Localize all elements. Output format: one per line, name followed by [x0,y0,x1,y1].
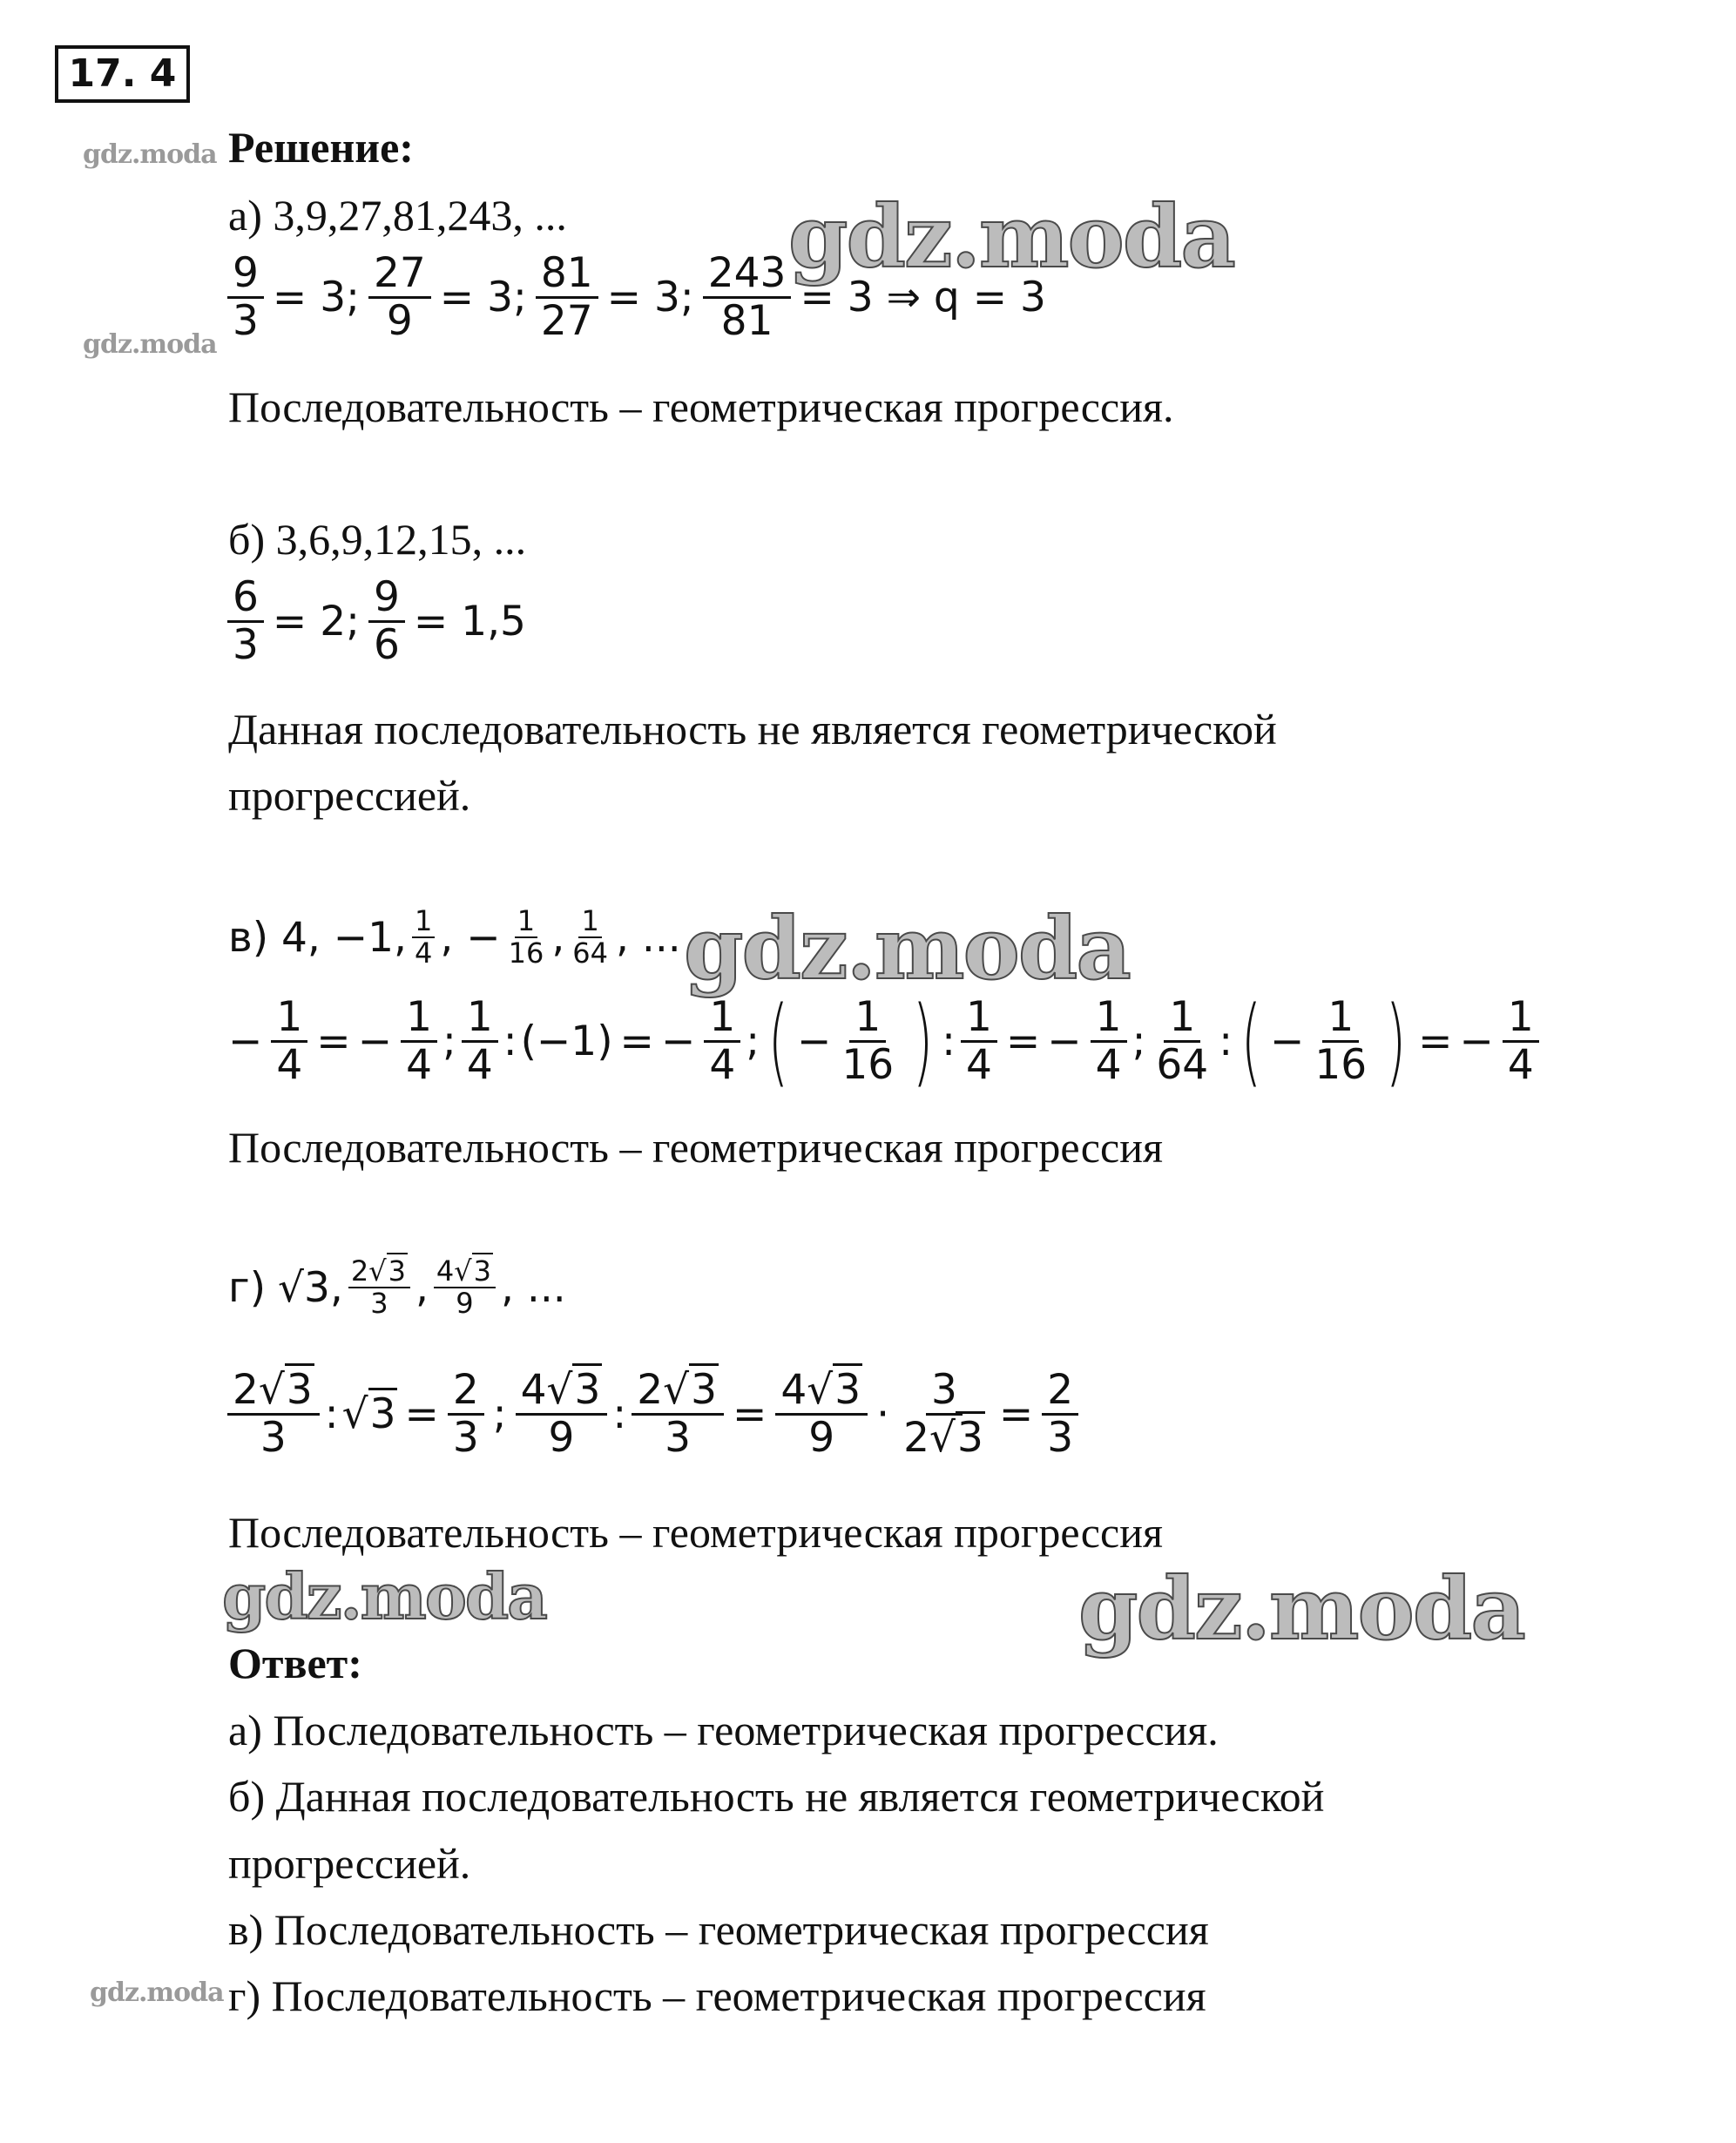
part-d-calc-frac-7: $\frac{2}{3}$ [1042,1368,1078,1460]
part-a-fraction-4: $\frac{243}{81}$ [703,251,792,343]
watermark-large-1: gdz.moda [788,187,1234,287]
part-b-conclusion-line-2: прогрессией. [228,771,471,820]
part-d-tail: , ... [501,1263,566,1312]
part-a-fraction-3: $\frac{81}{27}$ [536,251,598,343]
part-b-fraction-2: $\frac{9}{6}$ [368,575,405,667]
answer-heading: Ответ: [228,1639,362,1687]
answer-b-line-2: прогрессией. [228,1839,471,1888]
part-d-calc-frac-6: $\frac{3}{2√3}$ [903,1366,983,1462]
part-c-calc-frac-1: $\frac{1}{4}$ [271,995,307,1087]
part-d-seq-fraction-2: 4√3 9 [434,1256,496,1319]
part-d-conclusion: Последовательность – геометрическая прогрессия [228,1508,1163,1557]
part-b-result-1: = 2; [272,597,360,646]
watermark-small-2: gdz.moda [83,329,217,360]
answer-c: в) Последовательность – геометрическая прогрессия [228,1905,1209,1954]
part-a-fraction-1: $\frac{9}{3}$ [227,251,264,343]
part-a-result-3: = 3; [606,273,694,321]
part-a-result-2: = 3; [439,273,527,321]
part-c-sep-1: , − [440,913,501,962]
part-d-calc-frac-1: 2√3 3 [227,1368,320,1460]
problem-number: 17. 4 [55,45,190,103]
part-c-calc-frac-10: $\frac{1}{4}$ [1503,995,1539,1087]
part-c-label: в) 4, −1, [228,913,407,962]
watermark-small-1: gdz.moda [83,139,217,170]
part-a-result-4: = 3 ⇒ q = 3 [800,273,1046,321]
part-d-calc-frac-3: 4√3 9 [516,1368,608,1460]
part-c-calc-frac-4: $\frac{1}{4}$ [704,995,740,1087]
part-d-sequence: г) √3 , 2√3 3 , 4√3 9 , ... [228,1254,566,1321]
answer-b-line-1: б) Данная последовательность не является геометрической [228,1772,1325,1821]
part-c-calc-frac-7: $\frac{1}{4}$ [1091,995,1127,1087]
part-c-calc-frac-6: $\frac{1}{4}$ [961,995,997,1087]
answer-d: г) Последовательность – геометрическая прогрессия [228,1971,1206,2020]
part-a-fraction-2: $\frac{27}{9}$ [368,251,431,343]
part-b-sequence: б) 3,6,9,12,15, ... [228,515,527,564]
part-c-calculation: − $\frac{1}{4}$ = − $\frac{1}{4}$ ; 1 4 : (−1) = − $\frac{1}{4}$ ; ( − $\frac{1}{16}$ ) : $\frac{1}{4}$ = − $\frac{1}{4}$ ; 1 64 : ( − $\frac{1}{16}$ ) = − $\frac{1}{4}$ [225,993,1544,1089]
watermark-large-2: gdz.moda [684,899,1130,999]
answer-a: а) Последовательность – геометрическая прогрессия. [228,1706,1219,1754]
part-c-tail: , ... [616,913,681,962]
part-c-seq-fraction-2: $\frac{1}{16}$ [508,904,544,970]
part-d-label: г) [228,1263,267,1312]
part-c-conclusion: Последовательность – геометрическая прогрессия [228,1123,1163,1172]
part-c-calc-frac-9: $\frac{1}{16}$ [1314,992,1368,1089]
part-c-seq-fraction-3: 1 64 [572,904,608,970]
part-c-sep-2: , [551,913,565,962]
part-c-calc-frac-2: $\frac{1}{4}$ [401,995,437,1087]
part-c-calc-frac-8: 1 64 [1156,992,1209,1089]
part-a-sequence [228,190,567,240]
part-c-seq-fraction-1: 1 4 [412,906,435,969]
part-a-ratios [222,251,1050,343]
part-d-calc-frac-2: $\frac{2}{3}$ [448,1368,484,1460]
part-b-conclusion-line-1: Данная последовательность не является геометрической [228,705,1277,754]
watermark-large-4: gdz.moda [1078,1559,1524,1660]
part-d-calc-frac-4: $\frac{2√3}{3}$ [632,1368,724,1460]
part-a-conclusion: Последовательность – геометрическая прогрессия. [228,382,1174,431]
part-b-ratios [222,575,530,667]
part-c-sequence [228,906,681,969]
part-c-calc-frac-3: 1 4 [462,995,498,1087]
part-b-fraction-1: $\frac{6}{3}$ [227,575,264,667]
part-a-result-1: = 3; [272,273,360,321]
watermark-small-3: gdz.moda [90,1977,224,2008]
part-c-calc-frac-5: $\frac{1}{16}$ [841,992,895,1089]
part-d-calculation: 2√3 3 : √3 = $\frac{2}{3}$ ; 4√3 9 : $\frac{2√3}{3}$ = $\frac{4√3}{9}$ · $\frac{3}{2√3}$ = $\frac{2}{3}$ [222,1368,1084,1460]
part-a-sequence-text: а) 3,9,27,81,243, ... [228,191,567,240]
part-d-root3: √3 [278,1263,330,1312]
part-d-calc-frac-5: $\frac{4√3}{9}$ [775,1368,868,1460]
watermark-large-3: gdz.moda [222,1559,546,1633]
part-d-seq-fraction-1: 2√3 3 [348,1256,410,1319]
solution-heading: Решение: [228,123,414,172]
part-b-result-2: = 1,5 [413,597,526,646]
